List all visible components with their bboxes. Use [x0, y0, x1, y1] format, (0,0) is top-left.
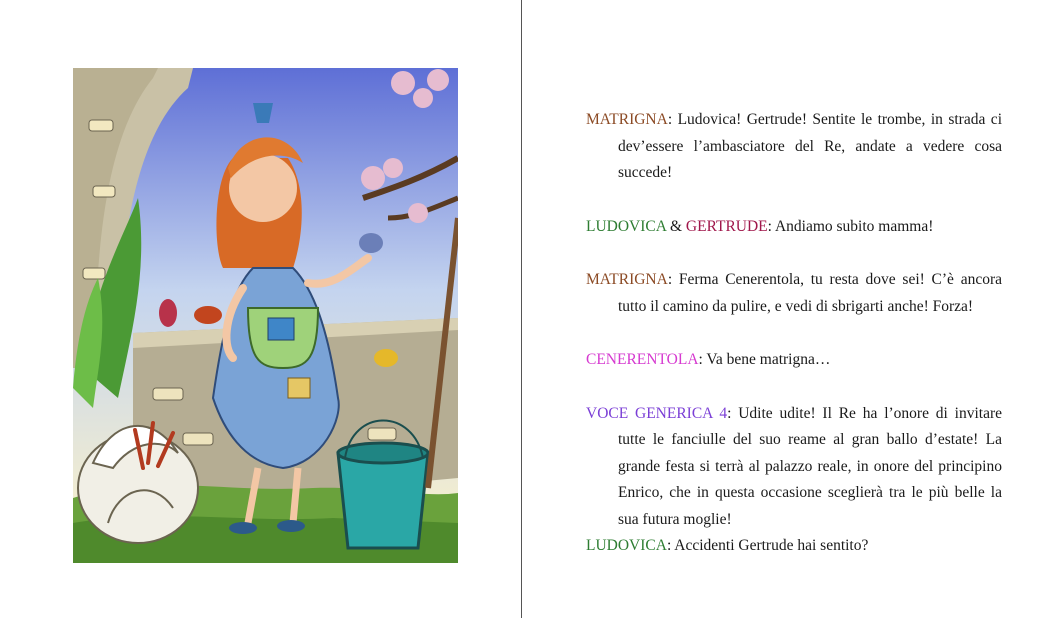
speaker-name: VOCE GENERICA 4	[586, 404, 728, 422]
right-page	[522, 0, 1047, 618]
dialogue-line	[586, 401, 1002, 534]
speaker-name: LUDOVICA	[586, 217, 667, 235]
left-page	[0, 0, 521, 618]
speaker-name: CENERENTOLA	[586, 351, 699, 368]
dialogue-text: : Ludovica! Gertrude! Sentite le trombe, in strada ci dev’essere l’ambasciatore del Re, andate a vedere cosa succede!	[618, 111, 1002, 181]
dialogue-line	[586, 267, 1002, 320]
dialogue-line	[586, 347, 1002, 374]
speaker-name: MATRIGNA	[586, 271, 668, 288]
speaker-name: MATRIGNA	[586, 111, 668, 128]
dialogue-text: : Ferma Cenerentola, tu resta dove sei! C’è ancora tutto il camino da pulire, e vedi di sbrigarti anche! Forza!	[618, 271, 1002, 315]
dialogue-text: : Accidenti Gertrude hai sentito?	[666, 537, 869, 554]
dialogue-line	[586, 214, 1002, 241]
dialogue-line	[586, 107, 1002, 187]
speaker-joiner: &	[666, 217, 686, 235]
dialogue-line	[586, 533, 1002, 560]
cinderella-illustration	[73, 68, 458, 563]
dialogue-text: : Va bene matrigna…	[698, 351, 831, 368]
speaker-name: LUDOVICA	[586, 537, 667, 554]
speaker-name: GERTRUDE	[685, 217, 768, 235]
dialogue-text: : Udite udite! Il Re ha l’onore di invitare tutte le fanciulle del suo reame al gran ballo d’estate! La grande festa si terrà al palazzo reale, in onore del principino Enrico, che in questa occasione sceglierà tra le più belle la sua futura moglie!	[618, 404, 1002, 528]
dialogue-text: : Andiamo subito mamma!	[767, 217, 934, 235]
dialogue-script	[586, 107, 1002, 560]
